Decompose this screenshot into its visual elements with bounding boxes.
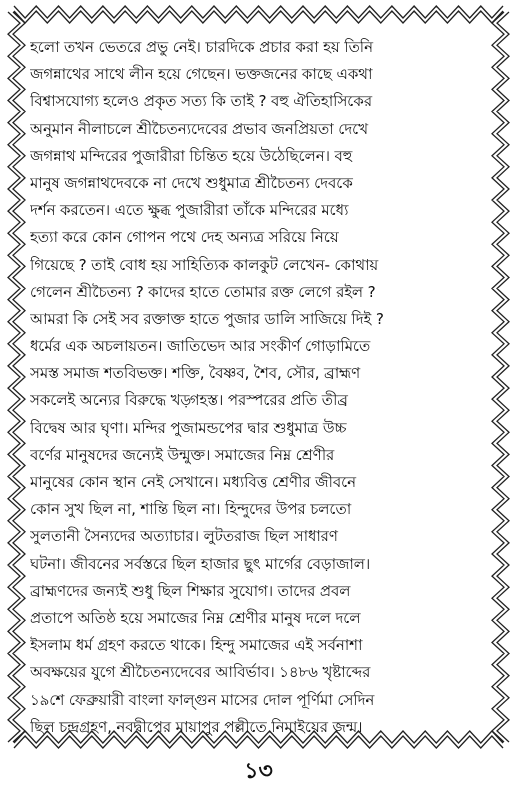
body-text — [30, 34, 488, 741]
text-line: মানুষ জগন্নাথদেবকে না দেখে শুধুমাত্র শ্রীচৈতন্য দেবকে — [30, 173, 353, 192]
text-line: বর্ণের মানুষদের জন্যেই উন্মুক্ত। সমাজের নিম্ন শ্রেণীর — [30, 445, 335, 464]
text-line: ইসলাম ধর্ম গ্রহণ করতে থাকে। হিন্দু সমাজের এই সর্বনাশা — [30, 636, 363, 655]
text-line: ঘটনা। জীবনের সর্বস্তরে ছিল হাজার ছুৎ মার্গের বেড়াজাল। — [30, 554, 371, 573]
text-line: কোন সুখ ছিল না, শান্তি ছিল না। হিন্দুদের উপর চলতো — [30, 500, 352, 519]
text-line: অবক্ষয়ের যুগে শ্রীচৈতন্যদেবের আবির্ভাব। ১৪৮৬ খৃষ্টাব্দের — [30, 663, 371, 682]
text-line: সকলেই অন্যের বিরুদ্ধে খড়্গহস্ত। পরস্পরের প্রতি তীব্র — [30, 391, 348, 410]
text-line: সমস্ত সমাজ শতবিভক্ত। শক্তি, বৈষ্ণব, শৈব, সৌর, ব্রাহ্মণ — [30, 364, 361, 383]
page-number: ১৩ — [244, 759, 273, 784]
text-line: জগন্নাথ মন্দিরের পুজারীরা চিন্তিত হয়ে উঠেছিলেন। বহু — [30, 146, 353, 165]
text-line: জগন্নাথের সাথে লীন হয়ে গেছেন। ভক্তজনের কাছে একথা — [30, 65, 373, 84]
text-line: বিশ্বাসযোগ্য হলেও প্রকৃত সত্য কি তাই ? বহু ঐতিহাসিকের — [30, 92, 372, 111]
text-line: ১৯শে ফেব্রুয়ারী বাংলা ফাল্গুন মাসের দোল পূর্ণিমা সেদিন — [30, 690, 375, 709]
text-line: মানুষের কোন স্থান নেই সেখানে। মধ্যবিত্ত শ্রেণীর জীবনে — [30, 473, 357, 491]
text-line: হত্যা করে কোন গোপন পথে দেহ অন্যত্র সরিয়ে নিয়ে — [30, 228, 339, 247]
text-line: প্রতাপে অতিষ্ঠ হয়ে সমাজের নিম্ন শ্রেণীর মানুষ দলে দলে — [30, 608, 361, 627]
text-line: ছিল চন্দ্রগ্রহণ, নবদ্বীপের মায়াপুর পল্লীতে নিমাইয়ের জন্ম। — [30, 717, 363, 736]
text-line: সুলতানী সৈন্যদের অত্যাচার। লুটতরাজ ছিল সাধারণ — [30, 527, 338, 546]
text-line: বিদ্বেষ আর ঘৃণা। মন্দির পুজামন্ডপের দ্বার শুধুমাত্র উচ্চ — [30, 418, 347, 437]
text-line: দর্শন করতেন। এতে ক্ষুব্ধ পুজারীরা তাঁকে মন্দিরের মধ্যে — [30, 201, 349, 220]
text-line: গেলেন শ্রীচৈতন্য ? কাদের হাতে তোমার রক্ত লেগে রইল ? — [30, 282, 376, 301]
text-line: ব্রাহ্মণদের জন্যই শুধু ছিল শিক্ষার সুযোগ। তাদের প্রবল — [30, 581, 351, 600]
text-line: আমরা কি সেই সব রক্তাক্ত হাতে পুজার ডালি সাজিয়ে দিই ? — [30, 309, 384, 328]
text-line: হলো তখন ভেতরে প্রভু নেই। চারদিকে প্রচার করা হয় তিনি — [30, 38, 373, 56]
text-line: অনুমান নীলাচলে শ্রীচৈতন্যদেবের প্রভাব জনপ্রিয়তা দেখে — [30, 119, 369, 138]
text-line: ধর্মের এক অচলায়তন। জাতিভেদ আর সংকীর্ণ গোড়ামিতে — [30, 337, 371, 356]
text-line: গিয়েছে ? তাই বোধ হয় সাহিত্যিক কালকুট লেখেন- কোথায় — [30, 255, 379, 274]
